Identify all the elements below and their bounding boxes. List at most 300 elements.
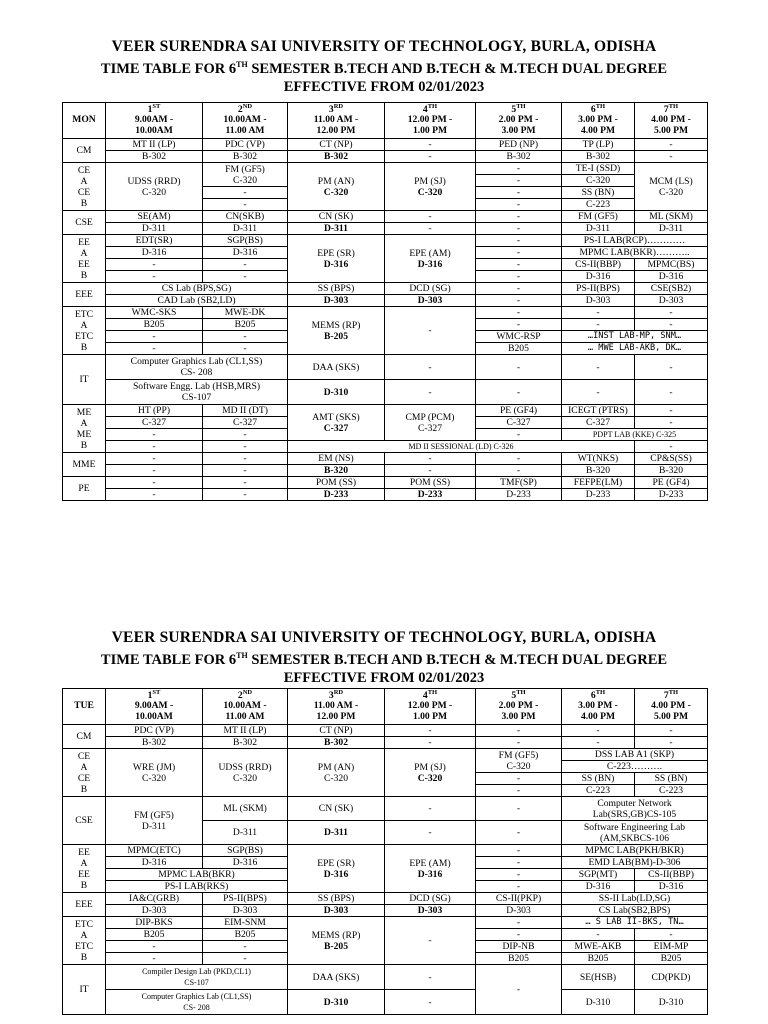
cell: - [385, 355, 476, 380]
branch-label: EEE [63, 893, 106, 917]
cell: SGP(BS) [203, 845, 288, 857]
cell: PE (GF4) [476, 405, 562, 417]
cell: PS-II(BPS) [562, 283, 635, 295]
cell: - [476, 271, 562, 283]
cell: FM (GF5) C-320 [476, 749, 562, 773]
cell: - [562, 355, 635, 380]
cell: D-310 [562, 990, 635, 1015]
cell: - [476, 453, 562, 465]
cell: PS-I LAB(RKS) [106, 881, 288, 893]
cell: - [106, 429, 203, 441]
cell: … MWE LAB-AKB, DK… [562, 343, 708, 355]
cell: D-303 [203, 905, 288, 917]
effective-date: EFFECTIVE FROM 02/01/2023 [283, 78, 485, 95]
cell: - [562, 929, 635, 941]
cell: FEFPE(LM) [562, 477, 635, 489]
cell: - [385, 737, 476, 749]
cell: - [476, 737, 562, 749]
cell: MT II (LP) [203, 725, 288, 737]
cell: CS-II(BBP) [635, 869, 708, 881]
cell: - [203, 941, 288, 953]
header-row [63, 689, 708, 725]
cell: TP (LP) [562, 139, 635, 151]
cell: DIP-NB [476, 941, 562, 953]
timetable-section-tue [0, 629, 768, 687]
cell: EPE (SR) D-316 [288, 845, 385, 893]
cell: C-327 [203, 417, 288, 429]
branch-label: ME A ME B [63, 405, 106, 453]
cell: DCD (SG) [385, 283, 476, 295]
cell: - [476, 319, 562, 331]
cell: SS (BPS) [288, 283, 385, 295]
cell: - [635, 929, 708, 941]
cell: - [476, 259, 562, 271]
cell: - [203, 477, 288, 489]
cell: - [203, 187, 288, 199]
cell: B-302 [562, 151, 635, 163]
cell: - [385, 797, 476, 821]
cell: D-233 [288, 489, 385, 501]
cell: PM (AN) C-320 [288, 163, 385, 211]
cell: EM (NS) [288, 453, 385, 465]
cell: - [635, 441, 708, 453]
cell: CS-II(BBP) [562, 259, 635, 271]
cell: AMT (SKS) C-327 [288, 405, 385, 441]
cell: - [385, 139, 476, 151]
branch-label: PE [63, 477, 106, 501]
cell: D-303 [476, 905, 562, 917]
cell: - [562, 307, 635, 319]
cell: D-316 [635, 271, 708, 283]
cell: MD II SESSIONAL (LD) C-326 [288, 441, 635, 453]
cell: Software Engg. Lab (HSB,MRS) CS-107 [106, 380, 288, 405]
header-row [63, 103, 708, 139]
cell: POM (SS) [385, 477, 476, 489]
cell: D-303 [385, 905, 476, 917]
cell: D-233 [385, 489, 476, 501]
cell: - [635, 725, 708, 737]
cell: SS-II Lab(LD,SG) [562, 893, 708, 905]
cell: D-310 [635, 990, 708, 1015]
university-title: VEER SURENDRA SAI UNIVERSITY OF TECHNOLOGY, BURLA, ODISHA [111, 38, 657, 55]
cell: - [203, 453, 288, 465]
cell: CAD Lab (SB2,LD) [106, 295, 288, 307]
timetable-title: TIME TABLE FOR 6TH SEMESTER B.TECH AND B.TECH & M.TECH DUAL DEGREE [100, 60, 668, 77]
table-row [63, 441, 708, 453]
table-row [63, 489, 708, 501]
table-row [63, 380, 708, 405]
cell: - [476, 163, 562, 175]
cell: PM (AN) C-320 [288, 749, 385, 797]
cell: - [106, 465, 203, 477]
cell: D-311 [203, 821, 288, 845]
cell: D-303 [288, 295, 385, 307]
table-row [63, 465, 708, 477]
cell: - [476, 223, 562, 235]
cell: D-316 [106, 247, 203, 259]
cell: EPE (SR) D-316 [288, 235, 385, 283]
cell: D-311 [562, 223, 635, 235]
cell: - [476, 247, 562, 259]
cell: - [635, 405, 708, 417]
cell: PDC (VP) [203, 139, 288, 151]
period-1-header: 1ST 9.00AM - 10.00AM [106, 103, 203, 139]
cell: B205 [203, 319, 288, 331]
cell: - [106, 271, 203, 283]
cell: FM (GF5) [562, 211, 635, 223]
cell: - [635, 139, 708, 151]
cell: CN(SKB) [203, 211, 288, 223]
cell: CN (SK) [288, 797, 385, 821]
cell: B-302 [288, 737, 385, 749]
table-row [63, 295, 708, 307]
cell: B205 [203, 929, 288, 941]
cell: MEMS (RP) B-205 [288, 917, 385, 965]
cell: - [476, 429, 562, 441]
cell: B205 [635, 953, 708, 965]
cell: - [106, 489, 203, 501]
cell: - [203, 343, 288, 355]
cell: C-327 [476, 417, 562, 429]
period-2-header: 2ND 10.00AM - 11.00 AM [203, 689, 288, 725]
cell: - [106, 259, 203, 271]
university-title: VEER SURENDRA SAI UNIVERSITY OF TECHNOLOGY, BURLA, ODISHA [111, 629, 657, 646]
cell: EMD LAB(BM)-D-306 [562, 857, 708, 869]
cell: PDC (VP) [106, 725, 203, 737]
cell: MEMS (RP) B-205 [288, 307, 385, 355]
cell: DSS LAB A1 (SKP) [562, 749, 708, 761]
cell: DAA (SKS) [288, 355, 385, 380]
cell: D-303 [562, 295, 635, 307]
table-row [63, 163, 708, 175]
cell: HT (PP) [106, 405, 203, 417]
cell: D-303 [288, 905, 385, 917]
cell: SGP(MT) [562, 869, 635, 881]
cell: MWE-AKB [562, 941, 635, 953]
table-row [63, 139, 708, 151]
cell: Computer Network Lab(SRS,GB)CS-105 [562, 797, 708, 821]
period-6-header: 6TH 3.00 PM - 4.00 PM [562, 689, 635, 725]
cell: - [635, 319, 708, 331]
cell: D-303 [106, 905, 203, 917]
cell: ML (SKM) [203, 797, 288, 821]
cell: - [385, 965, 476, 990]
cell: - [106, 477, 203, 489]
cell: D-233 [635, 489, 708, 501]
table-row [63, 307, 708, 319]
cell: - [385, 380, 476, 405]
cell: - [476, 235, 562, 247]
cell: - [476, 821, 562, 845]
table-row [63, 477, 708, 489]
cell: - [203, 199, 288, 211]
cell: PM (SJ) C-320 [385, 749, 476, 797]
table-row [63, 453, 708, 465]
cell: UDSS (RRD) C-320 [203, 749, 288, 797]
cell: D-311 [288, 821, 385, 845]
cell: - [635, 307, 708, 319]
table-row [63, 749, 708, 761]
cell: - [203, 441, 288, 453]
cell: C-223 [635, 785, 708, 797]
cell: - [203, 953, 288, 965]
cell: CT (NP) [288, 139, 385, 151]
cell: D-303 [635, 295, 708, 307]
day-label: TUE [63, 689, 106, 725]
cell: - [385, 821, 476, 845]
cell: DIP-BKS [106, 917, 203, 929]
cell: CS Lab (BPS,SG) [106, 283, 288, 295]
period-5-header: 5TH 2.00 PM - 3.00 PM [476, 689, 562, 725]
cell: - [562, 725, 635, 737]
cell: B-302 [203, 151, 288, 163]
cell: - [385, 990, 476, 1015]
cell: SS (BN) [562, 773, 635, 785]
period-5-header: 5TH 2.00 PM - 3.00 PM [476, 103, 562, 139]
cell: - [476, 380, 562, 405]
cell: TE-I (SSD) [562, 163, 635, 175]
branch-label: IT [63, 965, 106, 1015]
effective-date: EFFECTIVE FROM 02/01/2023 [283, 669, 485, 686]
cell: - [562, 737, 635, 749]
cell: EPE (AM) D-316 [385, 845, 476, 893]
cell: CS Lab(SB2,BPS) [562, 905, 708, 917]
cell: - [385, 211, 476, 223]
cell: Compiler Design Lab (PKD,CL1) CS-107 [106, 965, 288, 990]
table-row [63, 893, 708, 905]
cell: EDT(SR) [106, 235, 203, 247]
cell: - [476, 355, 562, 380]
table-row [63, 917, 708, 929]
branch-label: ETC A ETC B [63, 917, 106, 965]
table-row [63, 905, 708, 917]
cell: - [476, 773, 562, 785]
cell: UDSS (RRD) C-320 [106, 163, 203, 211]
table-row [63, 737, 708, 749]
cell: - [385, 917, 476, 965]
branch-label: ETC A ETC B [63, 307, 106, 355]
cell: C-223………. [562, 761, 708, 773]
timetable-tue [62, 688, 708, 1015]
cell: B-320 [635, 465, 708, 477]
cell: - [476, 857, 562, 869]
period-4-header: 4TH 12.00 PM - 1.00 PM [385, 689, 476, 725]
table-row [63, 797, 708, 821]
cell: MT II (LP) [106, 139, 203, 151]
cell: WRE (JM) C-320 [106, 749, 203, 797]
cell: - [635, 380, 708, 405]
branch-label: CE A CE B [63, 163, 106, 211]
cell: C-320 [562, 175, 635, 187]
cell: D-316 [562, 271, 635, 283]
cell: - [476, 295, 562, 307]
timetable-title: TIME TABLE FOR 6TH SEMESTER B.TECH AND B.TECH & M.TECH DUAL DEGREE [100, 651, 668, 668]
cell: PE (GF4) [635, 477, 708, 489]
table-row [63, 211, 708, 223]
period-7-header: 7TH 4.00 PM - 5.00 PM [635, 689, 708, 725]
cell: POM (SS) [288, 477, 385, 489]
cell: - [203, 489, 288, 501]
cell: WMC-SKS [106, 307, 203, 319]
cell: B-302 [106, 151, 203, 163]
cell: - [476, 785, 562, 797]
period-6-header: 6TH 3.00 PM - 4.00 PM [562, 103, 635, 139]
cell: D-316 [562, 881, 635, 893]
cell: PM (SJ) C-320 [385, 163, 476, 211]
cell: - [476, 211, 562, 223]
cell: … S LAB II-BKS, TN… [562, 917, 708, 929]
cell: C-223 [562, 199, 635, 211]
cell: TMF(SP) [476, 477, 562, 489]
cell: D-311 [288, 223, 385, 235]
cell: CP&S(SS) [635, 453, 708, 465]
cell: - [476, 175, 562, 187]
cell: - [106, 453, 203, 465]
cell: - [385, 307, 476, 355]
cell: B-320 [288, 465, 385, 477]
cell: CMP (PCM) C-327 [385, 405, 476, 441]
cell: - [476, 283, 562, 295]
cell: D-303 [385, 295, 476, 307]
cell: Computer Graphics Lab (CL1,SS) CS- 208 [106, 355, 288, 380]
cell: - [476, 845, 562, 857]
cell: - [385, 725, 476, 737]
cell: - [106, 941, 203, 953]
cell: SS (BN) [635, 773, 708, 785]
branch-label: CM [63, 725, 106, 749]
cell: - [635, 355, 708, 380]
cell: SS (BN) [562, 187, 635, 199]
table-row [63, 845, 708, 857]
cell: MD II (DT) [203, 405, 288, 417]
cell: PS-I LAB(RCP)………… [562, 235, 708, 247]
cell: D-316 [203, 247, 288, 259]
cell: B205 [476, 343, 562, 355]
cell: - [476, 869, 562, 881]
period-1-header: 1ST 9.00AM - 10.00AM [106, 689, 203, 725]
cell: - [635, 737, 708, 749]
cell: SE(AM) [106, 211, 203, 223]
table-row [63, 223, 708, 235]
cell: - [476, 917, 562, 929]
branch-label: IT [63, 355, 106, 405]
branch-label: CSE [63, 797, 106, 845]
branch-label: EEE [63, 283, 106, 307]
cell: - [635, 417, 708, 429]
table-row [63, 405, 708, 417]
cell: EIM-SNM [203, 917, 288, 929]
timetable-mon [62, 102, 708, 501]
cell: - [106, 331, 203, 343]
cell: WT(NKS) [562, 453, 635, 465]
cell: CT (NP) [288, 725, 385, 737]
cell: B-302 [288, 151, 385, 163]
cell: SGP(BS) [203, 235, 288, 247]
cell: Computer Graphics Lab (CL1,SS) CS- 208 [106, 990, 288, 1015]
cell: DAA (SKS) [288, 965, 385, 990]
cell: B-302 [203, 737, 288, 749]
cell: Software Engineering Lab (AM,SKBCS-106 [562, 821, 708, 845]
cell: MPMC LAB(BKR) [106, 869, 288, 881]
cell: - [106, 953, 203, 965]
cell: EPE (AM) D-316 [385, 235, 476, 283]
cell: B-302 [106, 737, 203, 749]
cell: - [385, 453, 476, 465]
branch-label: CSE [63, 211, 106, 235]
branch-label: MME [63, 453, 106, 477]
table-row [63, 151, 708, 163]
cell: D-316 [635, 881, 708, 893]
cell: B205 [476, 953, 562, 965]
cell: PDPT LAB (KKE) C-325 [562, 429, 708, 441]
cell: - [203, 271, 288, 283]
day-label: MON [63, 103, 106, 139]
branch-label: CE A CE B [63, 749, 106, 797]
timetable-section-mon [0, 38, 768, 96]
cell: B-302 [476, 151, 562, 163]
period-3-header: 3RD 11.00 AM - 12.00 PM [288, 689, 385, 725]
cell: FM (GF5) D-311 [106, 797, 203, 845]
cell: - [476, 929, 562, 941]
cell: B205 [106, 319, 203, 331]
cell: D-233 [562, 489, 635, 501]
cell: - [476, 797, 562, 821]
cell: - [203, 331, 288, 343]
branch-label: EE A EE B [63, 845, 106, 893]
cell: SE(HSB) [562, 965, 635, 990]
cell: PED (NP) [476, 139, 562, 151]
period-4-header: 4TH 12.00 PM - 1.00 PM [385, 103, 476, 139]
cell: CN (SK) [288, 211, 385, 223]
period-7-header: 7TH 4.00 PM - 5.00 PM [635, 103, 708, 139]
cell: SS (BPS) [288, 893, 385, 905]
cell: WMC-RSP [476, 331, 562, 343]
cell: - [203, 429, 288, 441]
cell: C-327 [106, 417, 203, 429]
cell: PS-II(BPS) [203, 893, 288, 905]
cell: - [476, 465, 562, 477]
cell: MPMC(ETC) [106, 845, 203, 857]
table-row [63, 235, 708, 247]
cell: - [476, 965, 562, 1015]
cell: - [106, 343, 203, 355]
cell: ML (SKM) [635, 211, 708, 223]
cell: D-310 [288, 990, 385, 1015]
cell: …INST LAB-MP, SNM… [562, 331, 708, 343]
cell: MPMC LAB(BKR)……….. [562, 247, 708, 259]
table-row [63, 965, 708, 990]
cell: - [562, 319, 635, 331]
table-row [63, 283, 708, 295]
cell: B205 [562, 953, 635, 965]
cell: - [385, 151, 476, 163]
period-3-header: 3RD 11.00 AM - 12.00 PM [288, 103, 385, 139]
cell: D-316 [106, 857, 203, 869]
cell: - [203, 259, 288, 271]
cell: - [476, 307, 562, 319]
cell: FM (GF5) C-320 [203, 163, 288, 187]
cell: B-320 [562, 465, 635, 477]
cell: - [385, 223, 476, 235]
cell: - [476, 725, 562, 737]
cell: C-327 [562, 417, 635, 429]
cell: - [562, 380, 635, 405]
cell: MWE-DK [203, 307, 288, 319]
cell: B205 [106, 929, 203, 941]
cell: MCM (LS) C-320 [635, 163, 708, 211]
cell: CS-II(PKP) [476, 893, 562, 905]
cell: D-311 [635, 223, 708, 235]
